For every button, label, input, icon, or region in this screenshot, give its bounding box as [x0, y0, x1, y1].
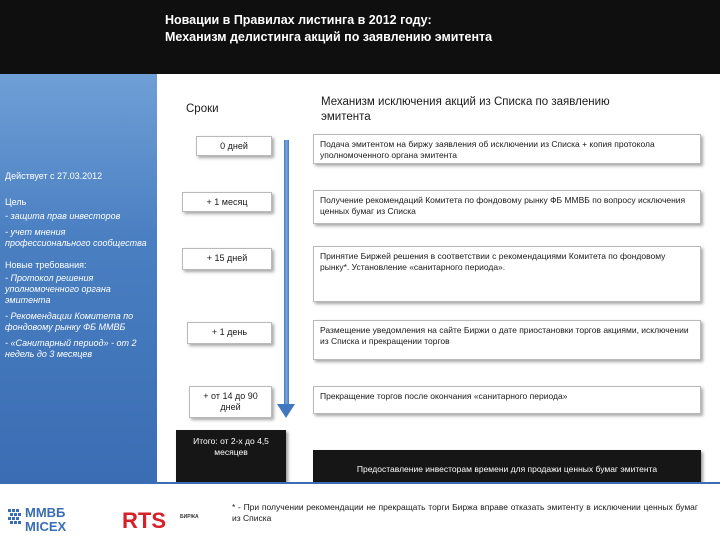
mmvb-logo-text: ММВБ [25, 505, 66, 520]
footnote: * - При получении рекомендации не прекращать торги Биржа вправе отказать эмитенту в исключении ценных бумаг из Списка [232, 502, 698, 523]
step-box-4: Размещение уведомления на сайте Биржи о дате приостановки торгов акциями, исключении из Списка и прекращении торгов [313, 320, 701, 360]
term-box-4: + 1 день [187, 322, 272, 344]
effective-date: Действует с 27.03.2012 [5, 171, 103, 181]
requirement-item-2: - Рекомендации Комитета по фондовому рынку ФБ ММВБ [5, 311, 134, 332]
term-box-3: + 15 дней [182, 248, 272, 270]
requirement-item-1: - Протокол решения уполномоченного органа эмитента [5, 273, 111, 305]
requirements-title: Новые требования: [5, 260, 87, 270]
rts-logo [122, 508, 212, 532]
sidebar-text [5, 197, 153, 365]
term-box-5: + от 14 до 90 дней [189, 386, 272, 418]
goal-item-2: - учет мнения профессионального сообщества [5, 227, 147, 248]
goal-item-1: - защита прав инвесторов [5, 211, 121, 221]
sidebar [0, 74, 157, 482]
mmvb-micex-logo [8, 504, 108, 534]
footer-divider [0, 482, 720, 484]
goal-title: Цель [5, 197, 27, 207]
total-text-box: Предоставление инвесторам времени для продажи ценных бумаг эмитента [313, 450, 701, 488]
step-box-3: Принятие Биржей решения в соответствии с рекомендациями Комитета по фондовому рынку*. Установление «санитарного периода». [313, 246, 701, 302]
step-box-1: Подача эмитентом на биржу заявления об исключении из Списка + копия протокола уполномоченного органа эмитента [313, 134, 701, 164]
term-box-2: + 1 месяц [182, 192, 272, 212]
micex-logo-text: MICEX [25, 519, 67, 534]
column-heading-mechanism: Механизм исключения акций из Списка по заявлению эмитента [321, 96, 610, 123]
header-bar [0, 0, 720, 74]
slide-title: Новации в Правилах листинга в 2012 году: Механизм делистинга акций по заявлению эмитента [165, 13, 493, 44]
rts-logo-small-text: БИРЖА [180, 514, 199, 520]
term-box-1: 0 дней [196, 136, 272, 156]
step-box-5: Прекращение торгов после окончания «санитарного периода» [313, 386, 701, 414]
requirement-item-3: - «Санитарный период» - от 2 недель до 3 месяцев [5, 338, 137, 359]
rts-logo-text: RTS [122, 508, 166, 532]
column-heading-terms: Сроки [186, 103, 219, 115]
total-term-box: Итого: от 2-х до 4,5 месяцев [176, 430, 286, 482]
timeline-arrow-head [277, 404, 295, 418]
step-box-2: Получение рекомендаций Комитета по фондовому рынку ФБ ММВБ по вопросу исключения ценных бумаг из Списка [313, 190, 701, 224]
timeline-arrow-shaft [284, 140, 289, 408]
